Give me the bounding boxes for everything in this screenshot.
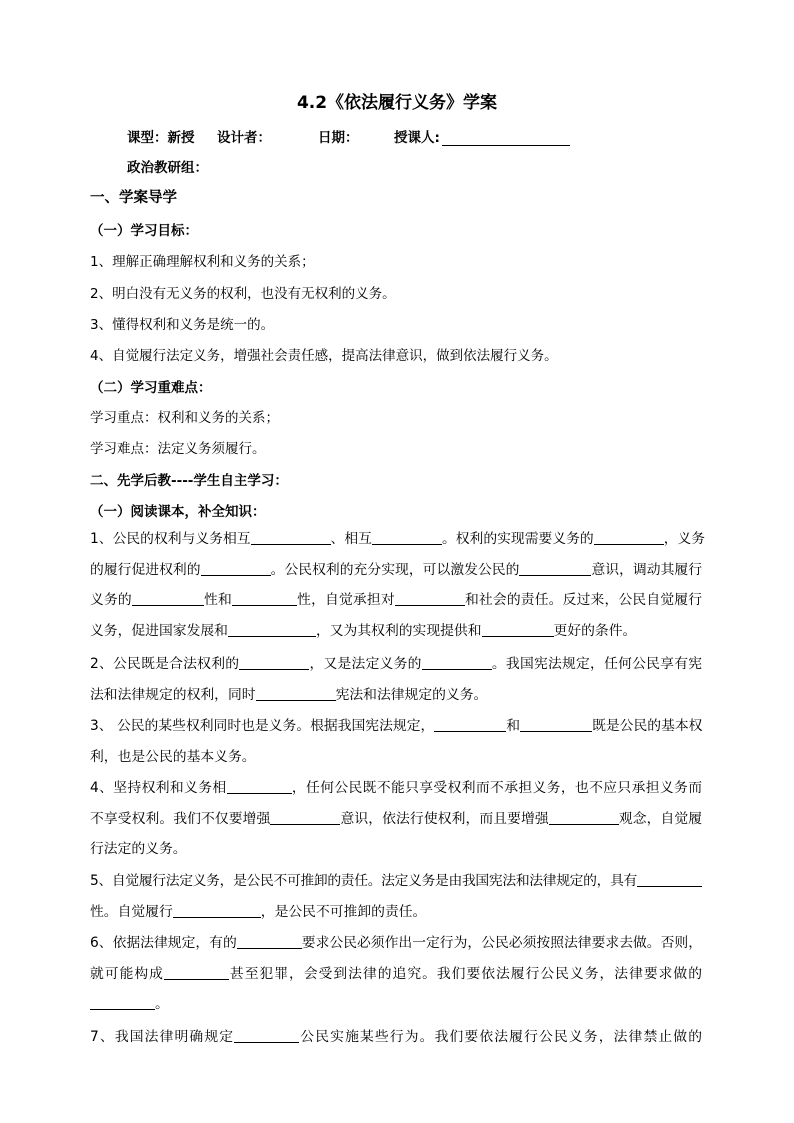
text-segment: 2、公民既是合法权利的 <box>90 656 240 672</box>
page-title: 4.2《依法履行义务》学案 <box>296 93 498 113</box>
fill-blank[interactable] <box>90 994 155 1010</box>
text-segment: 和 <box>506 718 521 734</box>
fill-blank[interactable] <box>227 778 292 794</box>
text-segment: 和社会的责任。反过来，公民自觉履行 <box>464 592 703 608</box>
fill-blank[interactable] <box>239 654 309 670</box>
q2-line <box>90 649 702 680</box>
goal-item: 2、明白没有无义务的权利，也没有无权利的义务。 <box>90 286 396 302</box>
q7-line <box>90 1022 702 1053</box>
q3-line <box>90 742 702 773</box>
text-segment: 既是公民的基本权 <box>592 718 703 734</box>
section-1-sub-1: （一）学习目标： <box>90 223 198 239</box>
text-segment: 利，也是公民的基本义务。 <box>90 748 256 765</box>
difficulty-line: 学习难点：法定义务须履行。 <box>90 441 266 457</box>
section-2-heading: 二、先学后教----学生自主学习： <box>90 473 288 489</box>
fill-blank[interactable] <box>232 590 297 606</box>
question-7 <box>90 1022 702 1053</box>
text-segment: ，又为其权利的实现提供和 <box>315 622 482 639</box>
q1-line <box>90 555 702 586</box>
q6-line <box>90 959 702 990</box>
fill-blank[interactable] <box>234 1027 299 1043</box>
fill-blank[interactable] <box>372 529 442 545</box>
fill-blank[interactable] <box>164 964 229 980</box>
question-1 <box>90 524 706 646</box>
section-1-heading: 一、学案导学 <box>90 190 177 206</box>
text-segment: 甚至犯罪，会受到法律的追究。我们要依法履行公民义务，法律要求做的 <box>228 965 703 982</box>
question-5 <box>90 866 702 927</box>
group-label: 政治教研组： <box>127 160 208 176</box>
text-segment: 1、公民的权利与义务相互 <box>90 531 251 547</box>
question-6 <box>90 928 702 1020</box>
question-4 <box>90 773 702 865</box>
text-segment: ，是公民不可推卸的责任。 <box>260 903 427 920</box>
fill-blank[interactable] <box>201 560 271 576</box>
text-segment: 义务，促进国家发展和 <box>90 622 228 639</box>
lecturer-label: 授课人: <box>394 130 440 146</box>
text-segment: 4、坚持权利和义务相 <box>90 780 227 796</box>
text-segment: 观念，自觉履 <box>618 810 703 827</box>
fill-blank[interactable] <box>395 590 465 606</box>
q4-line <box>90 804 702 835</box>
fill-blank[interactable] <box>228 621 316 637</box>
text-segment: 法和法律规定的权利，同时 <box>90 686 256 703</box>
fill-blank[interactable] <box>237 933 302 949</box>
lecturer-field <box>394 126 570 146</box>
lecturer-blank <box>442 131 570 146</box>
text-segment: 。我国宪法规定，任何公民享有宪 <box>491 656 703 672</box>
focus-line: 学习重点：权利和义务的关系； <box>90 410 279 426</box>
designer-label: 设计者： <box>217 130 271 146</box>
text-segment: 更好的条件。 <box>553 622 637 639</box>
fill-blank[interactable] <box>520 716 592 732</box>
fill-blank[interactable] <box>637 871 702 887</box>
text-segment: 要求公民必须作出一定行为，公民必须按照法律要求去做。否则， <box>301 935 703 951</box>
text-segment: 意识，依法行使权利，而且要增强 <box>340 810 549 827</box>
section-1-sub-2: （二）学习重难点： <box>90 380 212 396</box>
text-segment: 5、自觉履行法定义务，是公民不可推卸的责任。法定义务是由我国宪法和法律规定的，具有 <box>90 873 637 889</box>
fill-blank[interactable] <box>256 685 336 701</box>
fill-blank[interactable] <box>251 529 331 545</box>
q1-line <box>90 616 702 647</box>
fill-blank[interactable] <box>482 621 554 637</box>
goal-item: 4、自觉履行法定义务，增强社会责任感，提高法律意识，做到依法履行义务。 <box>90 348 558 364</box>
q4-line <box>90 773 702 804</box>
text-segment: 不享受权利。我们不仅要增强 <box>90 810 271 827</box>
q5-line <box>90 866 702 897</box>
q6-line <box>90 989 702 1020</box>
q5-line <box>90 897 702 928</box>
text-segment: 7、我国法律明确规定 <box>90 1029 235 1045</box>
text-segment: ，任何公民既不能只享受权利而不承担义务，也不应只承担义务而 <box>291 780 703 796</box>
text-segment: 性，自觉承担对 <box>296 592 395 608</box>
text-segment: 的履行促进权利的 <box>90 561 201 578</box>
fill-blank[interactable] <box>594 529 664 545</box>
text-segment: 。权利的实现需要义务的 <box>441 531 594 547</box>
text-segment: 公民实施某些行为。我们要依法履行公民义务，法律禁止做的 <box>299 1029 703 1045</box>
q2-line <box>90 680 702 711</box>
text-segment: 就可能构成 <box>90 965 164 982</box>
q1-line <box>90 524 706 555</box>
q1-line <box>90 585 702 616</box>
text-segment: 。 <box>155 996 169 1012</box>
goal-item: 1、理解正确理解权利和义务的关系； <box>90 254 315 270</box>
text-segment: 意识，调动其履行 <box>591 561 703 578</box>
section-2-sub-1: （一）阅读课本，补全知识： <box>90 504 266 520</box>
text-segment: 性。自觉履行 <box>90 903 173 920</box>
text-segment: 6、依据法律规定，有的 <box>90 935 237 951</box>
fill-blank[interactable] <box>270 809 340 825</box>
text-segment: 3、 公民的某些权利同时也是义务。根据我国宪法规定， <box>90 718 435 734</box>
text-segment: 宪法和法律规定的义务。 <box>335 686 488 703</box>
text-segment: ，又是法定义务的 <box>309 656 422 672</box>
text-segment: 行法定的义务。 <box>90 841 187 857</box>
goal-item: 3、懂得权利和义务是统一的。 <box>90 317 275 333</box>
fill-blank[interactable] <box>519 560 591 576</box>
course-type: 课型：新授 <box>127 130 195 146</box>
fill-blank[interactable] <box>434 716 506 732</box>
question-2 <box>90 649 702 710</box>
text-segment: 。公民权利的充分实现，可以激发公民的 <box>270 561 520 578</box>
fill-blank[interactable] <box>549 809 619 825</box>
fill-blank[interactable] <box>132 590 204 606</box>
text-segment: 、相互 <box>330 531 372 547</box>
text-segment: 义务的 <box>90 592 132 608</box>
fill-blank[interactable] <box>173 902 261 918</box>
question-3 <box>90 711 702 772</box>
text-segment: 性和 <box>203 592 232 608</box>
text-segment: ，义务 <box>663 531 706 547</box>
fill-blank[interactable] <box>422 654 492 670</box>
q6-line <box>90 928 702 959</box>
q3-line <box>90 711 702 742</box>
q4-line <box>90 834 702 865</box>
date-label: 日期： <box>318 130 359 146</box>
